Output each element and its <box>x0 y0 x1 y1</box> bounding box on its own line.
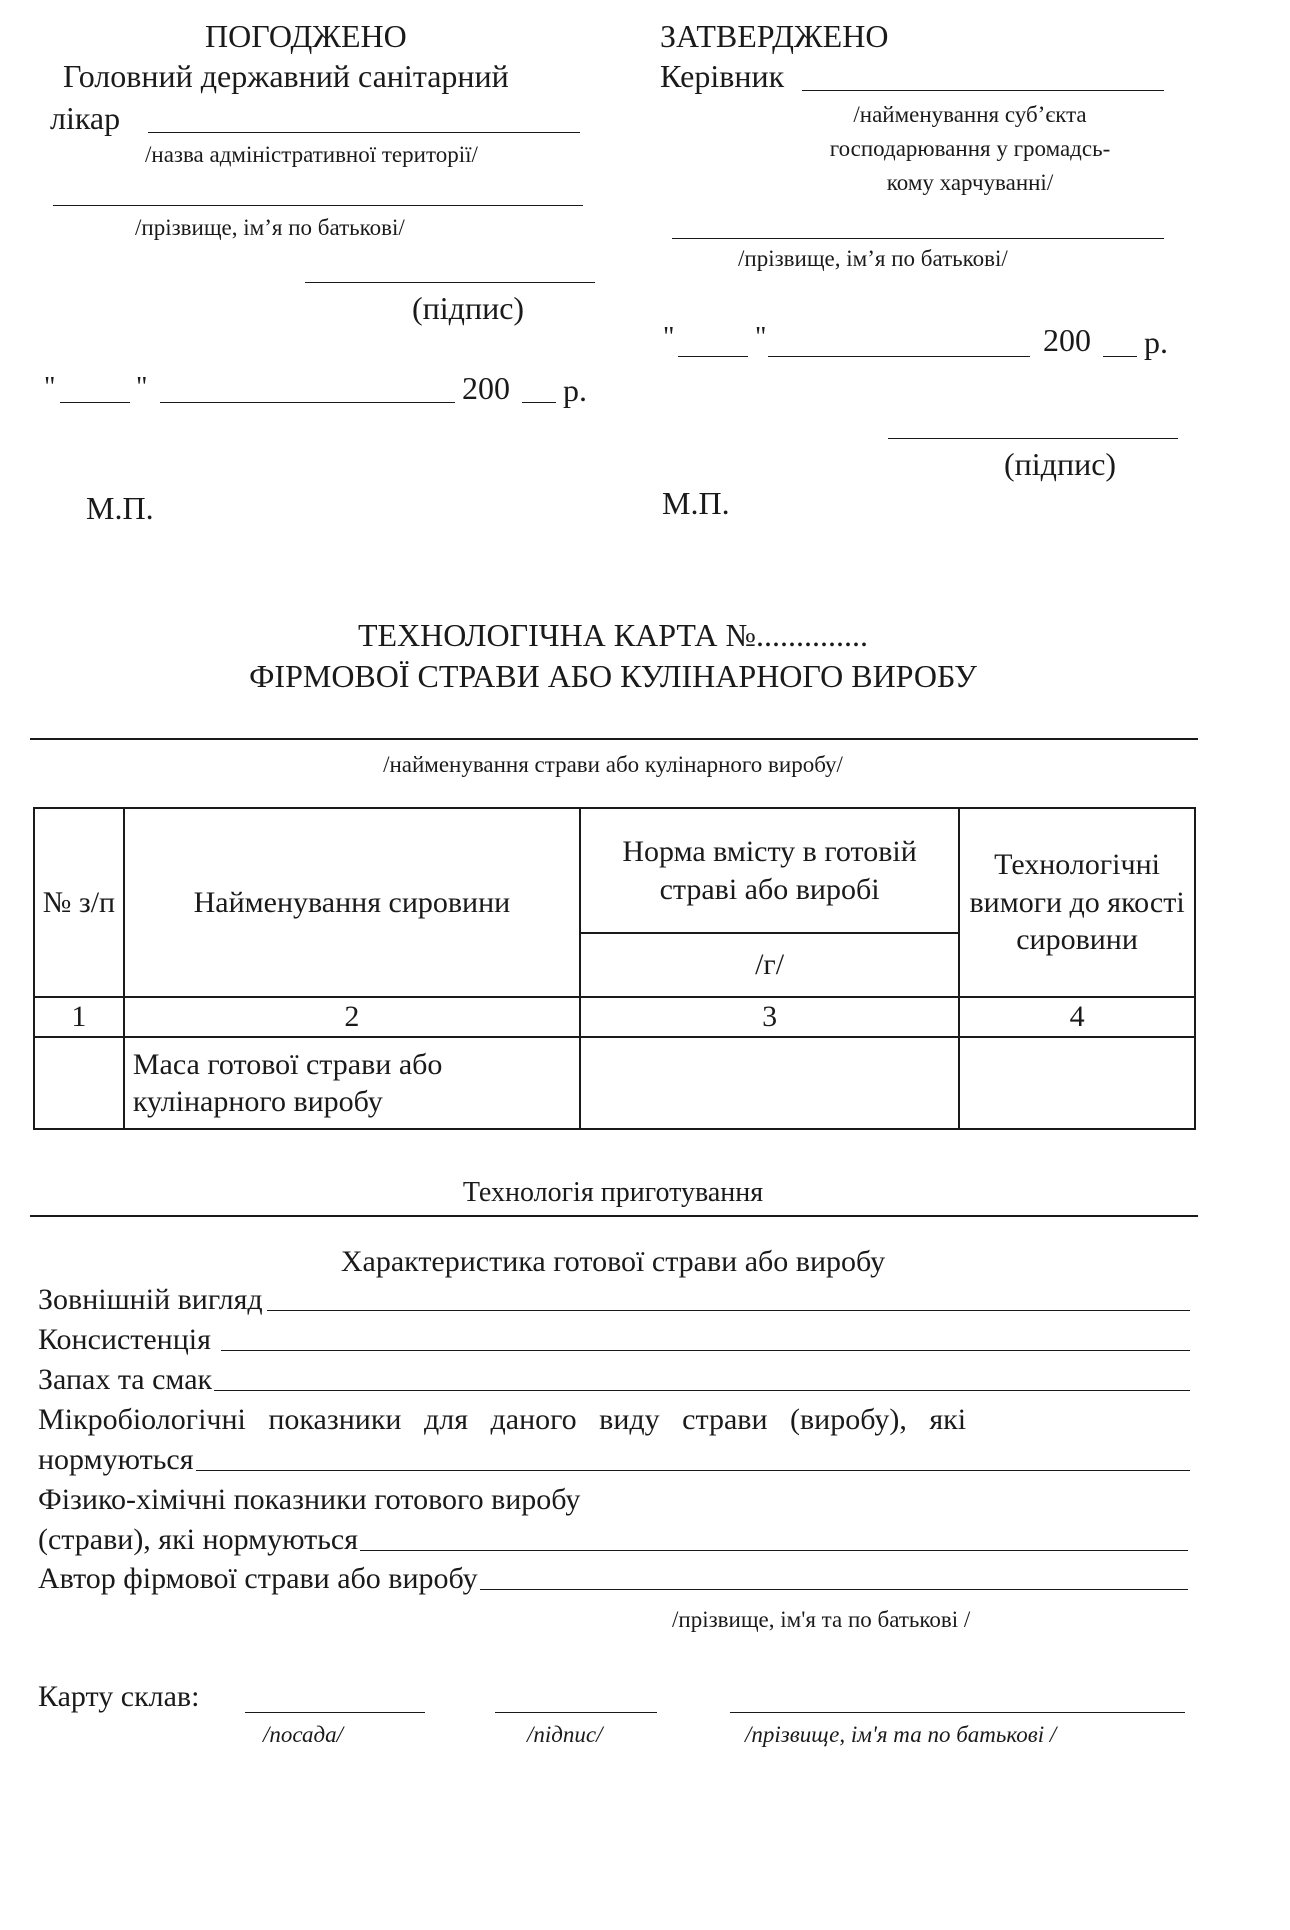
mass-row-label: Маса готової страви або кулінарного виробу <box>124 1037 580 1129</box>
author-label: Автор фірмової страви або виробу <box>38 1562 478 1595</box>
col-number-2: 2 <box>124 997 580 1037</box>
left-caption-name: /прізвище, ім’я по батькові/ <box>135 215 405 240</box>
dish-name-line[interactable] <box>30 738 1198 740</box>
right-name-line[interactable] <box>672 238 1164 239</box>
micro-row <box>38 1443 1190 1477</box>
col-number-3: 3 <box>580 997 959 1037</box>
compiler-label: Карту склав: <box>38 1680 200 1713</box>
mass-row-norm-cell[interactable] <box>580 1037 959 1129</box>
physchem-label: (страви), які нормуються <box>38 1523 359 1556</box>
micro-line1: Мікробіологічні показники для даного виду страви (виробу), які <box>38 1403 967 1436</box>
left-date-day-line[interactable] <box>60 402 130 403</box>
author-row <box>38 1562 1188 1596</box>
right-caption-entity-3: кому харчуванні/ <box>886 170 1054 195</box>
consistency-row <box>38 1323 1190 1357</box>
smell-taste-label: Запах та смак <box>38 1363 213 1396</box>
right-heading: ЗАТВЕРДЖЕНО <box>660 18 889 54</box>
left-doctor-line[interactable] <box>148 132 580 133</box>
left-line1: Головний державний санітарний <box>63 58 509 94</box>
consistency-label: Консистенція <box>38 1323 211 1356</box>
header-ingredient-name: Найменування сировини <box>124 808 580 997</box>
right-date-suffix: р. <box>1144 324 1168 360</box>
physchem-line1: Фізико-хімічні показники готового виробу <box>38 1483 581 1516</box>
mass-row-number-cell[interactable] <box>34 1037 124 1129</box>
compiler-signature-line[interactable] <box>495 1712 657 1713</box>
header-content-norm: Норма вмісту в готовій страві або виробі <box>580 808 959 933</box>
compiler-name-line[interactable] <box>730 1712 1185 1713</box>
left-signature-line[interactable] <box>305 282 595 283</box>
col-number-1: 1 <box>34 997 124 1037</box>
right-date-quote-open: " <box>663 322 675 353</box>
compiler-caption-signature: /підпис/ <box>527 1722 603 1747</box>
left-name-line[interactable] <box>53 205 583 206</box>
appearance-field[interactable] <box>267 1310 1190 1311</box>
technology-heading: Технологія приготування <box>462 1177 764 1208</box>
compiler-position-line[interactable] <box>245 1712 425 1713</box>
micro-label: нормуються <box>38 1443 194 1476</box>
right-caption-name: /прізвище, ім’я по батькові/ <box>738 246 1008 271</box>
header-quality-requirements: Технологічні вимоги до якості сировини <box>959 808 1195 997</box>
left-date-month-line[interactable] <box>160 402 455 403</box>
left-date-year: 200 <box>462 370 510 406</box>
smell-taste-field[interactable] <box>214 1390 1190 1391</box>
appearance-label: Зовнішній вигляд <box>38 1283 263 1316</box>
right-manager-line[interactable] <box>802 90 1164 91</box>
compiler-caption-name: /прізвище, ім'я та по батькові / <box>745 1722 1057 1747</box>
caption-dish-name: /найменування страви або кулінарного виробу/ <box>383 752 843 777</box>
left-heading: ПОГОДЖЕНО <box>205 18 407 54</box>
left-date-year-line[interactable] <box>522 402 556 403</box>
right-date-quote-close: " <box>755 322 767 353</box>
left-date-suffix: р. <box>563 372 587 408</box>
right-stamp: М.П. <box>662 485 730 521</box>
right-date-month-line[interactable] <box>768 356 1030 357</box>
left-caption-territory: /назва адміністративної території/ <box>145 142 478 167</box>
title-line1: ТЕХНОЛОГІЧНА КАРТА №.............. <box>357 617 869 653</box>
micro-field[interactable] <box>196 1470 1190 1471</box>
ingredients-table <box>33 807 1196 1130</box>
appearance-row <box>38 1283 1190 1317</box>
physchem-row <box>38 1523 1188 1557</box>
consistency-field[interactable] <box>221 1350 1190 1351</box>
right-line1-prefix: Керівник <box>660 58 785 94</box>
left-line2-prefix: лікар <box>50 100 121 136</box>
caption-author-name: /прізвище, ім'я та по батькові / <box>672 1607 971 1632</box>
right-date-year: 200 <box>1043 322 1091 358</box>
author-field[interactable] <box>480 1589 1188 1590</box>
left-stamp: М.П. <box>86 490 154 526</box>
right-date-day-line[interactable] <box>678 356 748 357</box>
right-date-year-line[interactable] <box>1103 356 1137 357</box>
technology-line[interactable] <box>30 1215 1198 1217</box>
right-signature-line[interactable] <box>888 438 1178 439</box>
compiler-caption-position: /посада/ <box>263 1722 344 1747</box>
left-caption-signature: (підпис) <box>412 290 525 326</box>
physchem-field[interactable] <box>360 1550 1188 1551</box>
left-date-quote-open: " <box>44 372 56 403</box>
mass-row-quality-cell[interactable] <box>959 1037 1195 1129</box>
smell-taste-row <box>38 1363 1190 1397</box>
characteristics-heading: Характеристика готової страви або виробу <box>340 1245 886 1278</box>
col-number-4: 4 <box>959 997 1195 1037</box>
right-caption-signature: (підпис) <box>1004 446 1117 482</box>
title-line2: ФІРМОВОЇ СТРАВИ АБО КУЛІНАРНОГО ВИРОБУ <box>249 658 977 694</box>
header-unit: /г/ <box>580 933 959 997</box>
right-caption-entity-1: /найменування суб’єкта <box>853 102 1087 127</box>
left-date-quote-close: " <box>136 372 148 403</box>
right-caption-entity-2: господарювання у громадсь- <box>829 136 1111 161</box>
header-number: № з/п <box>34 808 124 997</box>
